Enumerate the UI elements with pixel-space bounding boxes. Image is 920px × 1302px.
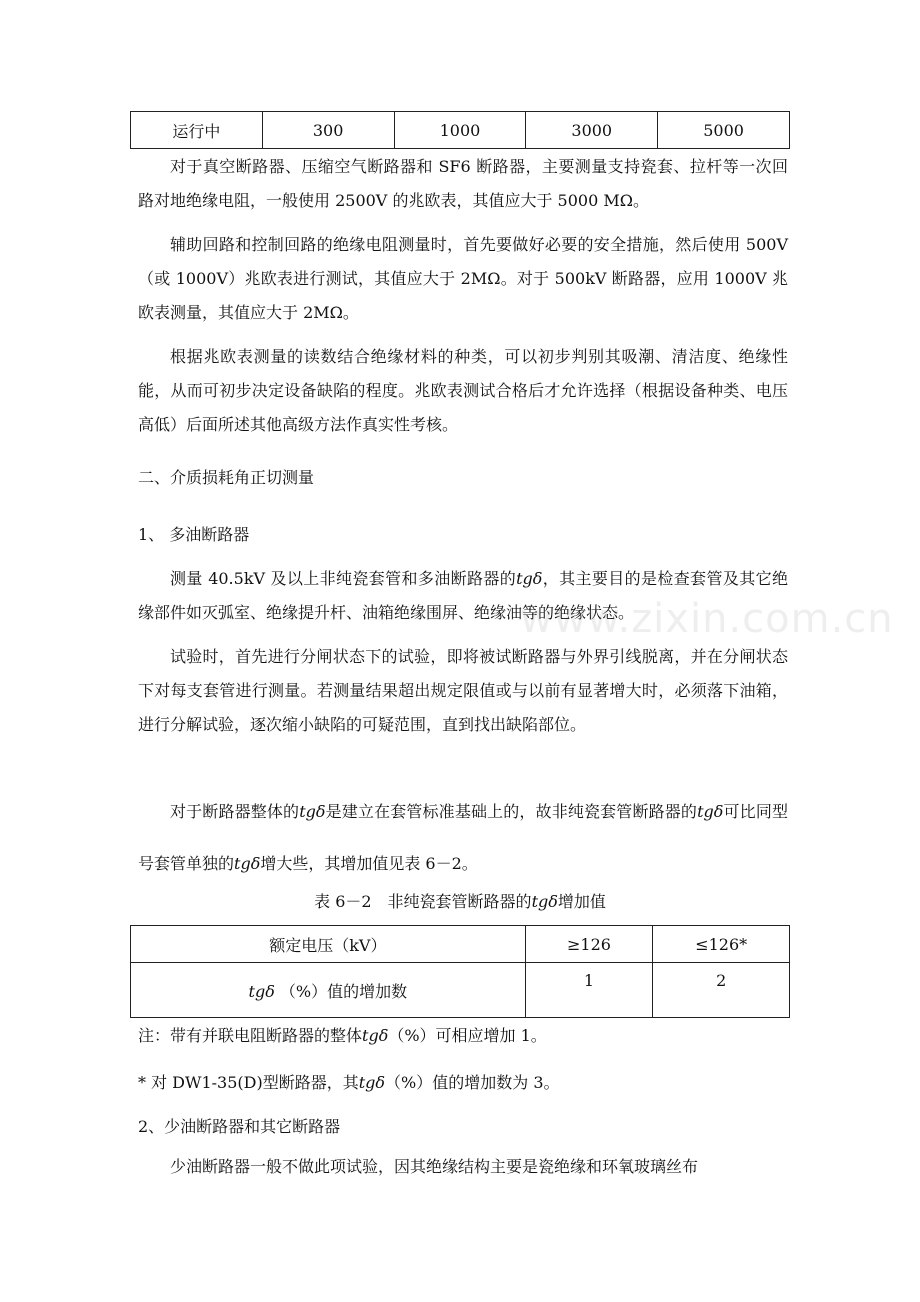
table-cell: 5000 — [658, 112, 790, 149]
text-span: 注：带有并联电阻断路器的整体 — [138, 1026, 363, 1045]
text-span: 增大些，其增加值见表 6－2。 — [260, 854, 478, 873]
subheading-low-oil-breakers: 2、少油断路器和其它断路器 — [138, 1117, 341, 1136]
paragraph-megger-reading: 根据兆欧表测量的读数结合绝缘材料的种类，可以初步判别其吸潮、清洁度、绝缘性能，从而可初步决定设备缺陷的程度。兆欧表测试合格后才允许选择（根据设备种类、电压高低）后面所述其他高级方法作真实性考核。 — [138, 347, 788, 434]
text-span: 测量 40.5kV 及以上非纯瓷套管和多油断路器的 — [170, 569, 517, 588]
table-cell-label: 运行中 — [131, 112, 263, 149]
text-span: ，其主要目的是检查套管及其它绝缘部件如灭弧室、绝缘提升杆、油箱绝缘围屏、绝缘油等的绝缘状态。 — [138, 569, 788, 622]
table-header-cell: ≥126 — [525, 926, 653, 963]
tg-delta-symbol: tgδ — [299, 802, 326, 821]
table-cell: 2 — [653, 963, 790, 1018]
tg-delta-symbol: tgδ — [697, 802, 724, 821]
table-note-2 — [138, 1071, 560, 1095]
paragraph-low-oil: 少油断路器一般不做此项试验，因其绝缘结构主要是瓷绝缘和环氧玻璃丝布 — [170, 1157, 699, 1176]
table-cell-label — [131, 963, 526, 1018]
text-span: 可比同型号套管单独的 — [138, 802, 788, 873]
text-span: （%）值的增加数为 3。 — [385, 1073, 560, 1092]
table-header-row — [131, 926, 790, 963]
table-header-cell: ≤126* — [653, 926, 790, 963]
tg-delta-symbol: tgδ — [358, 1073, 386, 1092]
paragraph-breaker-overall — [138, 786, 788, 890]
table-cell: 1 — [525, 963, 653, 1018]
tg-delta-symbol: tgδ — [234, 854, 261, 873]
text-span: （%）可相应增加 1。 — [388, 1026, 547, 1045]
tg-increase-table — [130, 925, 790, 1018]
tg-delta-symbol: tgδ — [248, 981, 275, 1001]
table-caption — [0, 889, 920, 912]
tg-delta-symbol: tgδ — [516, 569, 543, 588]
table-cell: 1000 — [394, 112, 526, 149]
insulation-table-row — [130, 111, 790, 149]
paragraph-auxiliary-circuits: 辅助回路和控制回路的绝缘电阻测量时，首先要做好必要的安全措施，然后使用 500V（或 1000V）兆欧表进行测试，其值应大于 2MΩ。对于 500kV 断路器，应用 1000V 兆欧表测量，其值应大于 2MΩ。 — [138, 235, 788, 322]
text-span: 对于断路器整体的 — [170, 802, 300, 821]
table-cell: 3000 — [526, 112, 658, 149]
table-row — [131, 963, 790, 1018]
table-header-cell: 额定电压（kV） — [131, 926, 526, 963]
tg-delta-symbol: tgδ — [362, 1026, 389, 1045]
text-span: 是建立在套管标准基础上的，故非纯瓷套管断路器的 — [325, 802, 698, 821]
table-cell: 300 — [262, 112, 394, 149]
text-span: （%）值的增加数 — [279, 981, 408, 1001]
subheading-multi-oil-breakers: 1、 多油断路器 — [138, 525, 250, 544]
paragraph-vacuum-breakers: 对于真空断路器、压缩空气断路器和 SF6 断路器，主要测量支持瓷套、拉杆等一次回路对地绝缘电阻，一般使用 2500V 的兆欧表，其值应大于 5000 MΩ。 — [138, 157, 788, 210]
table-note-1 — [138, 1024, 547, 1048]
section-heading-dielectric-loss: 二、介质损耗角正切测量 — [138, 468, 315, 487]
table-row — [131, 112, 790, 149]
tg-delta-symbol: tgδ — [531, 892, 558, 911]
text-span: 增加值 — [557, 892, 606, 911]
text-span: * 对 DW1-35(D)型断路器，其 — [138, 1073, 359, 1092]
text-span: 表 6－2 非纯瓷套管断路器的 — [314, 892, 532, 911]
paragraph-test-procedure: 试验时，首先进行分闸状态下的试验，即将被试断路器与外界引线脱离，并在分闸状态下对每支套管进行测量。若测量结果超出规定限值或与以前有显著增大时，必须落下油箱，进行分解试验，逐次缩小缺陷的可疑范围，直到找出缺陷部位。 — [138, 647, 788, 734]
watermark: www.zixin.com.cn — [520, 596, 894, 642]
